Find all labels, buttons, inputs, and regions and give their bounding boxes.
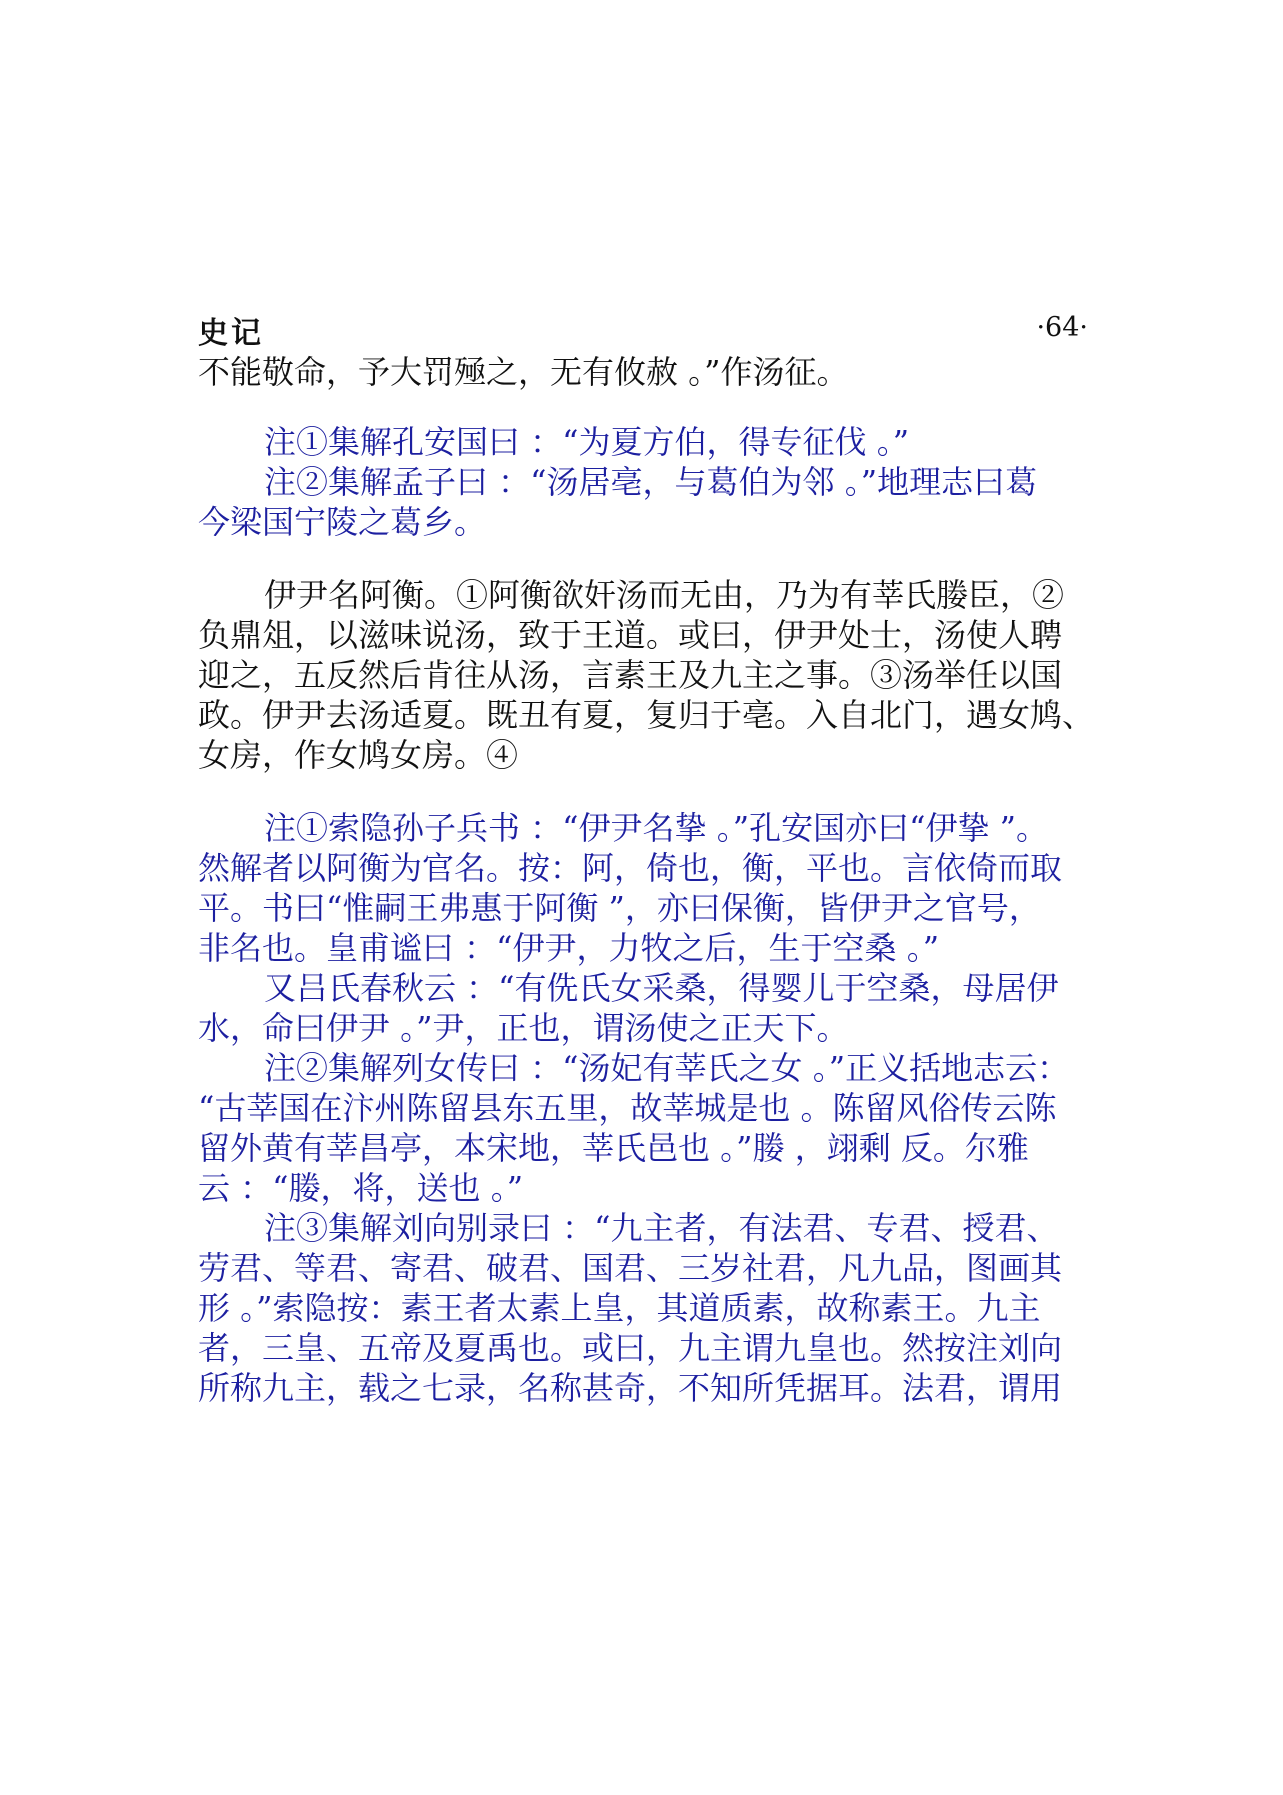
note-line: 劳君、等君、寄君、破君、国君、三岁社君，凡九品，图画其 — [198, 1249, 1063, 1287]
main-text-line: 女房，作女鸠女房。④ — [198, 736, 519, 774]
main-text-line: 负鼎俎，以滋味说汤，致于王道。或曰，伊尹处士，汤使人聘 — [198, 616, 1063, 654]
page-header — [198, 300, 1088, 350]
note-line: 又吕氏春秋云 ：“有侁氏女采桑，得婴儿于空桑，母居伊 — [264, 969, 1059, 1007]
note-line: 注③集解刘向别录曰 ：“九主者，有法君、专君、授君、 — [264, 1209, 1059, 1247]
note-line: 注②集解列女传曰 ：“汤妃有莘氏之女 。”正义括地志云： — [264, 1049, 1070, 1087]
note-line: 非名也。皇甫谧曰 ：“伊尹，力牧之后，生于空桑 。” — [198, 929, 940, 967]
note-line: 今梁国宁陵之葛乡。 — [198, 503, 487, 541]
book-title: 史记 — [198, 316, 264, 351]
main-text-line: 政。伊尹去汤适夏。既丑有夏，复归于亳。入自北门，遇女鸠、 — [198, 696, 1095, 734]
note-line: “古莘国在汴州陈留县东五里，故莘城是也 。陈留风俗传云陈 — [198, 1089, 1057, 1127]
note-line: 留外黄有莘昌亭，本宋地，莘氏邑也 。”媵 ，翊剩 反。尔雅 — [198, 1129, 1029, 1167]
main-text-line: 伊尹名阿衡。①阿衡欲奸汤而无由，乃为有莘氏媵臣，② — [264, 576, 1065, 614]
note-line: 云 ：“媵，将，送也 。” — [198, 1169, 524, 1207]
page-number: ·64· — [1036, 312, 1088, 343]
main-text-line: 迎之，五反然后肯往从汤，言素王及九主之事。③汤举任以国 — [198, 656, 1063, 694]
note-line: 然解者以阿衡为官名。按：阿，倚也，衡，平也。言依倚而取 — [198, 849, 1063, 887]
note-line: 注①索隐孙子兵书 ：“伊尹名挚 。”孔安国亦曰“伊挚 ”。 — [264, 809, 1048, 847]
note-line: 注②集解孟子曰 ：“汤居亳，与葛伯为邻 。”地理志曰葛 — [264, 463, 1038, 501]
note-line: 所称九主，载之七录，名称甚奇，不知所凭据耳。法君，谓用 — [198, 1369, 1063, 1407]
main-text-line: 不能敬命，予大罚殛之，无有攸赦 。”作汤征。 — [198, 353, 849, 391]
note-line: 注①集解孔安国曰 ：“为夏方伯，得专征伐 。” — [264, 423, 910, 461]
note-line: 形 。”索隐按：素王者太素上皇，其道质素，故称素王。九主 — [198, 1289, 1041, 1327]
note-line: 者，三皇、五帝及夏禹也。或曰，九主谓九皇也。然按注刘向 — [198, 1329, 1063, 1367]
note-line: 水，命曰伊尹 。”尹，正也，谓汤使之正天下。 — [198, 1009, 849, 1047]
note-line: 平。书曰“惟嗣王弗惠于阿衡 ”，亦曰保衡，皆伊尹之官号， — [198, 889, 1041, 927]
